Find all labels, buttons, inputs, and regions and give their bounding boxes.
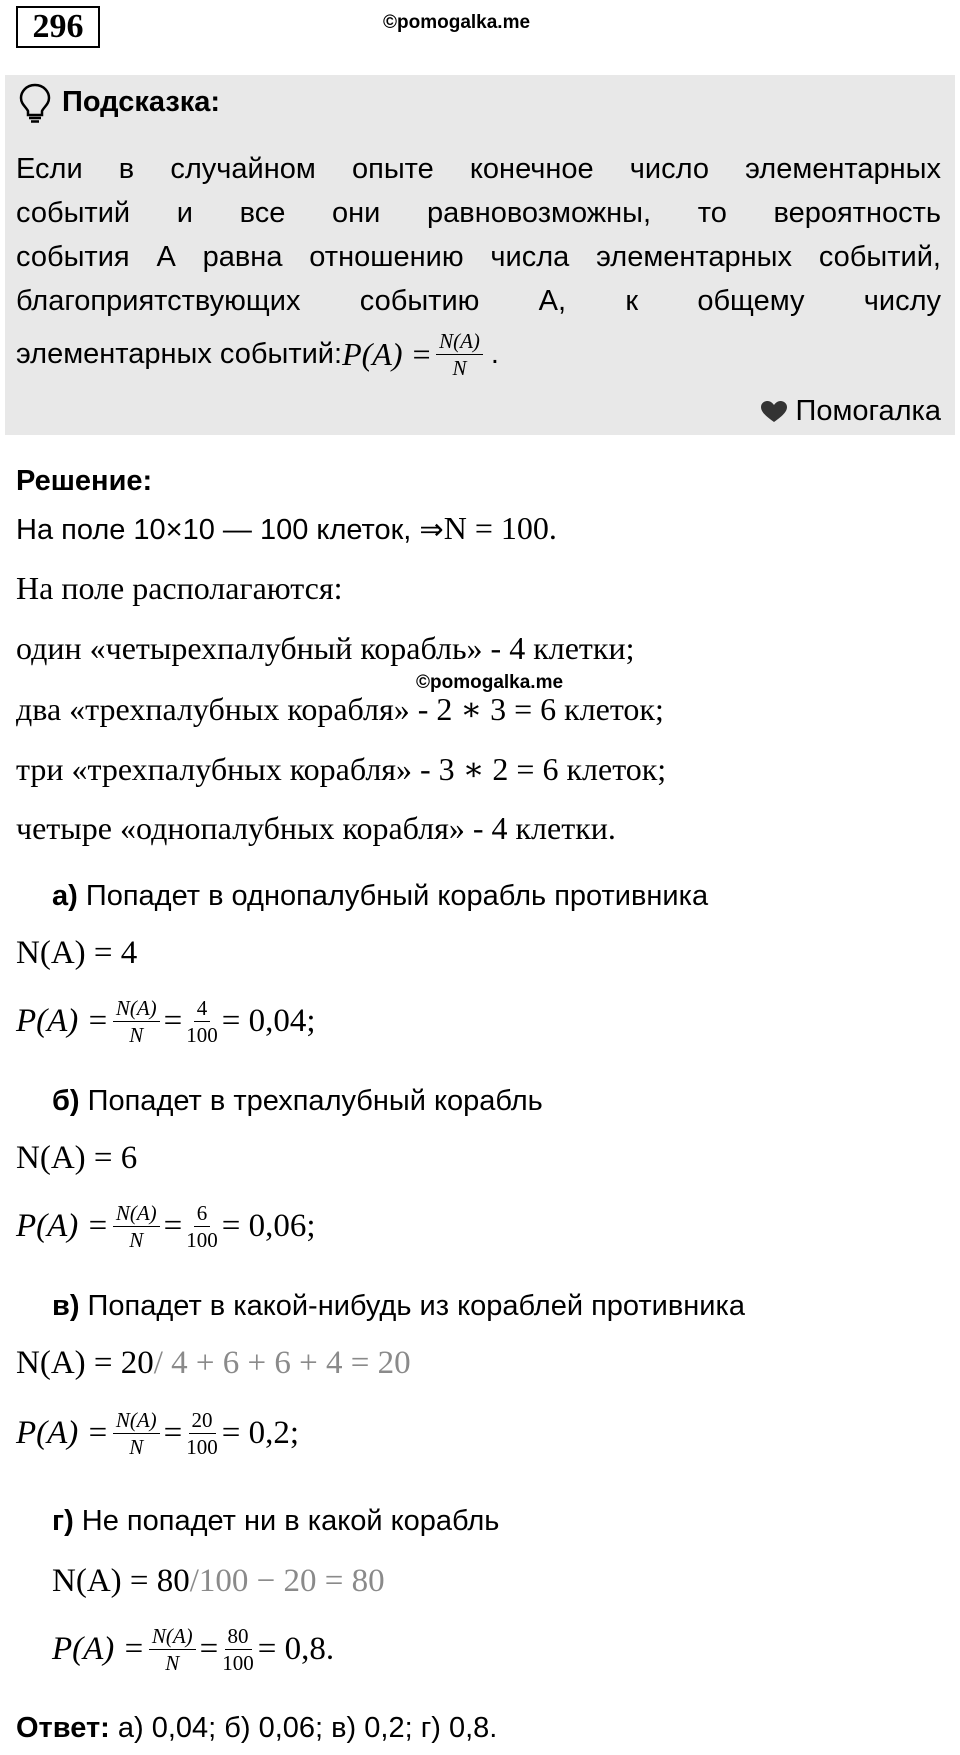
- watermark-middle: ©pomogalka.me: [416, 672, 564, 693]
- part-a-fraction-2: [186, 997, 218, 1046]
- part-g-p-eq: P(A) = $\frac{N(A)}{N}$ = $\frac{80}{100}$ = 0,8.: [52, 1624, 335, 1676]
- part-a-fraction-2-num: 4: [194, 997, 211, 1022]
- part-a-fraction-1-num: N(A): [113, 997, 160, 1022]
- part-b-label: б): [52, 1085, 80, 1117]
- part-a-fraction-2-den: 100: [186, 1023, 218, 1048]
- part-v-label: в): [52, 1290, 80, 1322]
- ship-item-4: четыре «однопалубных корабля» - 4 клетки.: [16, 810, 616, 846]
- ship-item-3: три «трехпалубных корабля» - 3 ∗ 2 = 6 клеток;: [16, 751, 667, 787]
- part-g-fraction-2-num: 80: [225, 1625, 252, 1650]
- problem-number: 296: [16, 6, 100, 48]
- part-v-fraction-2-num: 20: [189, 1409, 216, 1434]
- part-a-n-value: N(A) = 4: [16, 935, 138, 971]
- part-v-n-value: N(A) = 20: [16, 1345, 154, 1381]
- part-g-heading: [52, 1505, 499, 1538]
- hint-formula-denominator: N: [452, 356, 467, 381]
- hint-title: Подсказка:: [62, 86, 221, 118]
- part-g-fraction-2-den: 100: [222, 1651, 254, 1676]
- part-b-p-eq: P(A) = $\frac{N(A)}{N}$ = $\frac{6}{100}$ = 0,06;: [16, 1201, 316, 1253]
- part-g-n-eq: [52, 1563, 385, 1600]
- part-v-n-extra: / 4 + 6 + 6 + 4 = 20: [153, 1345, 411, 1381]
- hint-formula-fraction: [436, 330, 483, 379]
- lightbulb-icon: [18, 82, 52, 124]
- part-a-p-lhs: P(A) =: [16, 1003, 109, 1040]
- part-g-fraction-1: [149, 1625, 196, 1674]
- heart-icon: [760, 400, 788, 424]
- hint-formula-end: .: [490, 338, 499, 371]
- watermark-top: ©pomogalka.me: [383, 12, 531, 33]
- part-v-p-lhs: P(A) =: [16, 1415, 109, 1452]
- part-v-result: = 0,2;: [221, 1415, 300, 1452]
- part-g-fraction-2: [222, 1625, 254, 1674]
- part-v-text: Попадет в какой-нибудь из кораблей противника: [79, 1290, 745, 1322]
- part-b-n-value: N(A) = 6: [16, 1140, 138, 1176]
- part-b-fraction-2-den: 100: [186, 1228, 218, 1253]
- part-b-result: = 0,06;: [221, 1208, 316, 1245]
- solution-line-1-math: N = 100.: [443, 510, 557, 546]
- part-g-n-extra: /100 − 20 = 80: [189, 1563, 385, 1599]
- part-g-n-value: N(A) = 80: [52, 1563, 190, 1599]
- part-a-label: а): [52, 880, 78, 912]
- signature-text: Помогалка: [795, 395, 941, 427]
- part-b-heading: [52, 1085, 543, 1118]
- solution-line-1-text: На поле 10×10 — 100 клеток, ⇒: [16, 514, 444, 546]
- answer: [16, 1712, 497, 1745]
- part-b-text: Попадет в трехпалубный корабль: [79, 1085, 543, 1117]
- part-v-fraction-2: [186, 1409, 218, 1458]
- part-a-result: = 0,04;: [221, 1003, 316, 1040]
- ship-item-1: один «четырехпалубный корабль» - 4 клетки;: [16, 630, 635, 666]
- part-a-text: Попадет в однопалубный корабль противника: [77, 880, 709, 912]
- hint-formula-lhs: P(A) =: [342, 336, 433, 373]
- part-g-label: г): [52, 1505, 74, 1537]
- hint-line-5-text: элементарных событий:: [16, 338, 343, 371]
- part-g-p-lhs: P(A) =: [52, 1631, 145, 1668]
- part-b-p-lhs: P(A) =: [16, 1208, 109, 1245]
- solution-title: Решение:: [16, 465, 153, 497]
- part-v-fraction-1-num: N(A): [113, 1409, 160, 1434]
- part-v-heading: [52, 1290, 745, 1323]
- hint-formula-line: [16, 330, 499, 379]
- hint-line-2: событий и все они равновозможны, то вероятность: [16, 197, 941, 229]
- part-b-fraction-1-num: N(A): [113, 1202, 160, 1227]
- part-v-p-eq: P(A) = $\frac{N(A)}{N}$ = $\frac{20}{100}$ = 0,2;: [16, 1408, 300, 1460]
- part-v-fraction-2-den: 100: [186, 1435, 218, 1460]
- part-v-fraction-1-den: N: [129, 1435, 144, 1460]
- hint-line-4: благоприятствующих событию А, к общему числу: [16, 285, 941, 317]
- part-b-fraction-2: [186, 1202, 218, 1251]
- part-g-fraction-1-den: N: [165, 1651, 180, 1676]
- part-g-text: Не попадет ни в какой корабль: [73, 1505, 500, 1537]
- part-v-fraction-1: [113, 1409, 160, 1458]
- hint-formula-numerator: N(A): [436, 330, 483, 355]
- part-a-heading: [52, 880, 708, 913]
- part-a-fraction-1-den: N: [129, 1023, 144, 1048]
- answer-label: Ответ:: [16, 1712, 110, 1744]
- part-b-n-eq: [16, 1140, 137, 1177]
- hint-line-3: события А равна отношению числа элементарных событий,: [16, 241, 941, 273]
- solution-line-1: [16, 510, 557, 547]
- ship-item-2: два «трехпалубных корабля» - 2 ∗ 3 = 6 клеток;: [16, 691, 664, 727]
- part-a-fraction-1: [113, 997, 160, 1046]
- part-v-n-eq: [16, 1345, 411, 1382]
- hint-line-1: Если в случайном опыте конечное число элементарных: [16, 153, 941, 185]
- part-b-fraction-2-num: 6: [194, 1202, 211, 1227]
- signature: [760, 395, 941, 428]
- part-g-fraction-1-num: N(A): [149, 1625, 196, 1650]
- part-b-fraction-1: [113, 1202, 160, 1251]
- solution-intro: На поле располагаются:: [16, 570, 343, 606]
- part-a-p-eq: P(A) = $\frac{N(A)}{N}$ = $\frac{4}{100}$ = 0,04;: [16, 996, 316, 1048]
- part-a-n-eq: [16, 935, 137, 972]
- part-g-result: = 0,8.: [257, 1631, 335, 1668]
- part-b-fraction-1-den: N: [129, 1228, 144, 1253]
- answer-text: а) 0,04; б) 0,06; в) 0,2; г) 0,8.: [109, 1712, 498, 1744]
